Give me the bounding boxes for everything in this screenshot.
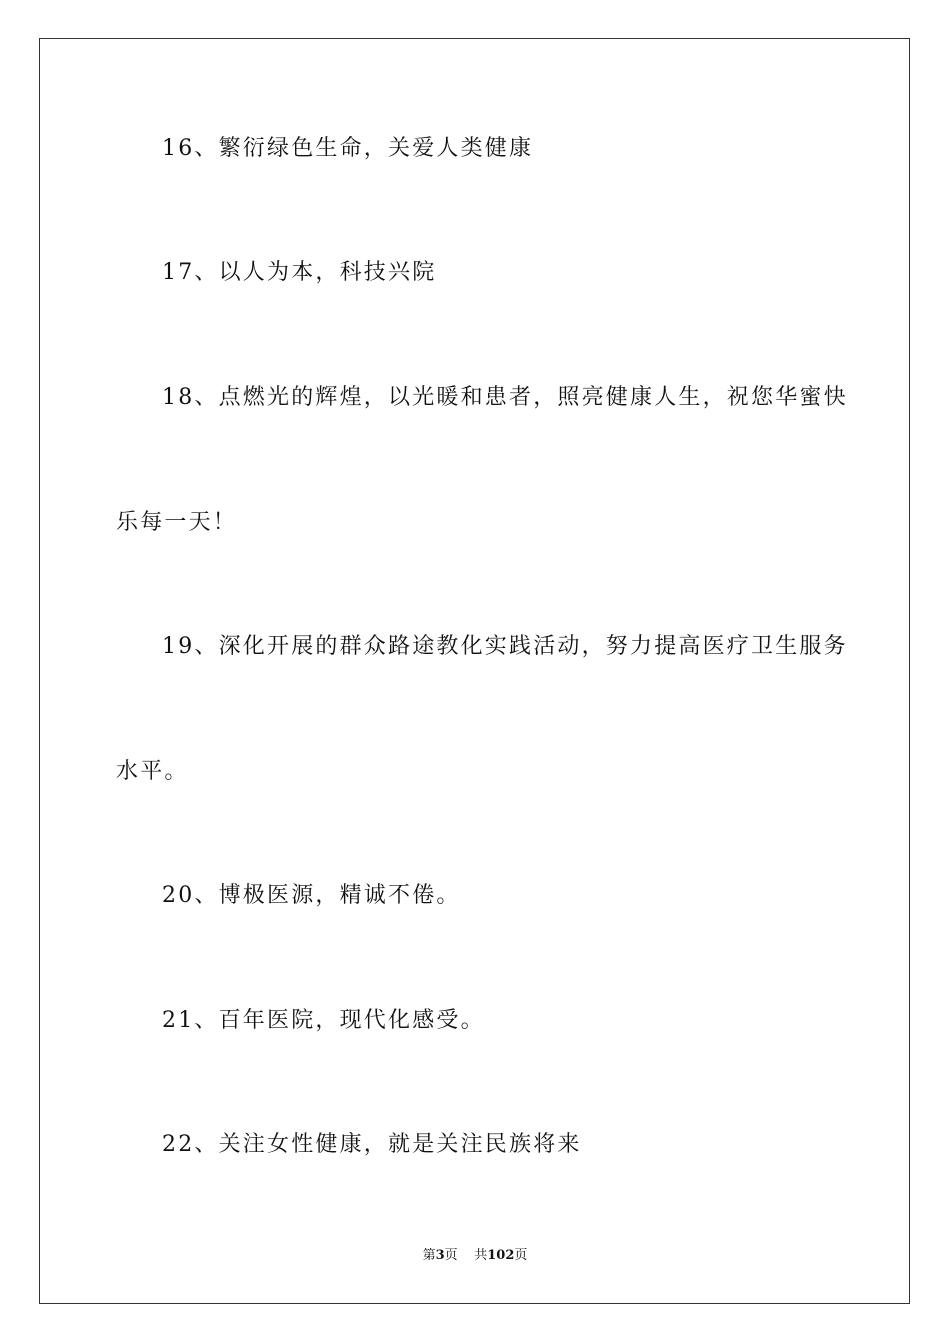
total-label-prefix: 共 xyxy=(474,1248,488,1263)
page-number: 3 xyxy=(435,1248,445,1263)
list-item-18: 18、点燃光的辉煌，以光暖和患者，照亮健康人生，祝您华蜜快 xyxy=(162,385,848,410)
list-item-21: 21、百年医院，现代化感受。 xyxy=(162,1008,485,1033)
total-pages: 102 xyxy=(487,1248,515,1263)
list-item-16: 16、繁衍绿色生命，关爱人类健康 xyxy=(162,136,534,161)
list-item-19: 19、深化开展的群众路途教化实践活动，努力提高医疗卫生服务 xyxy=(162,634,848,659)
page-label-prefix: 第 xyxy=(422,1248,436,1263)
list-item-18-continuation: 乐每一天！ xyxy=(116,510,238,535)
page-footer xyxy=(0,1246,950,1266)
page-label-suffix: 页 xyxy=(444,1248,458,1263)
page-border xyxy=(39,38,910,1304)
total-label-suffix: 页 xyxy=(514,1248,528,1263)
list-item-17: 17、以人为本，科技兴院 xyxy=(162,260,437,285)
list-item-19-continuation: 水平。 xyxy=(116,759,189,784)
list-item-20: 20、博极医源，精诚不倦。 xyxy=(162,883,461,908)
list-item-22: 22、关注女性健康，就是关注民族将来 xyxy=(162,1132,582,1157)
